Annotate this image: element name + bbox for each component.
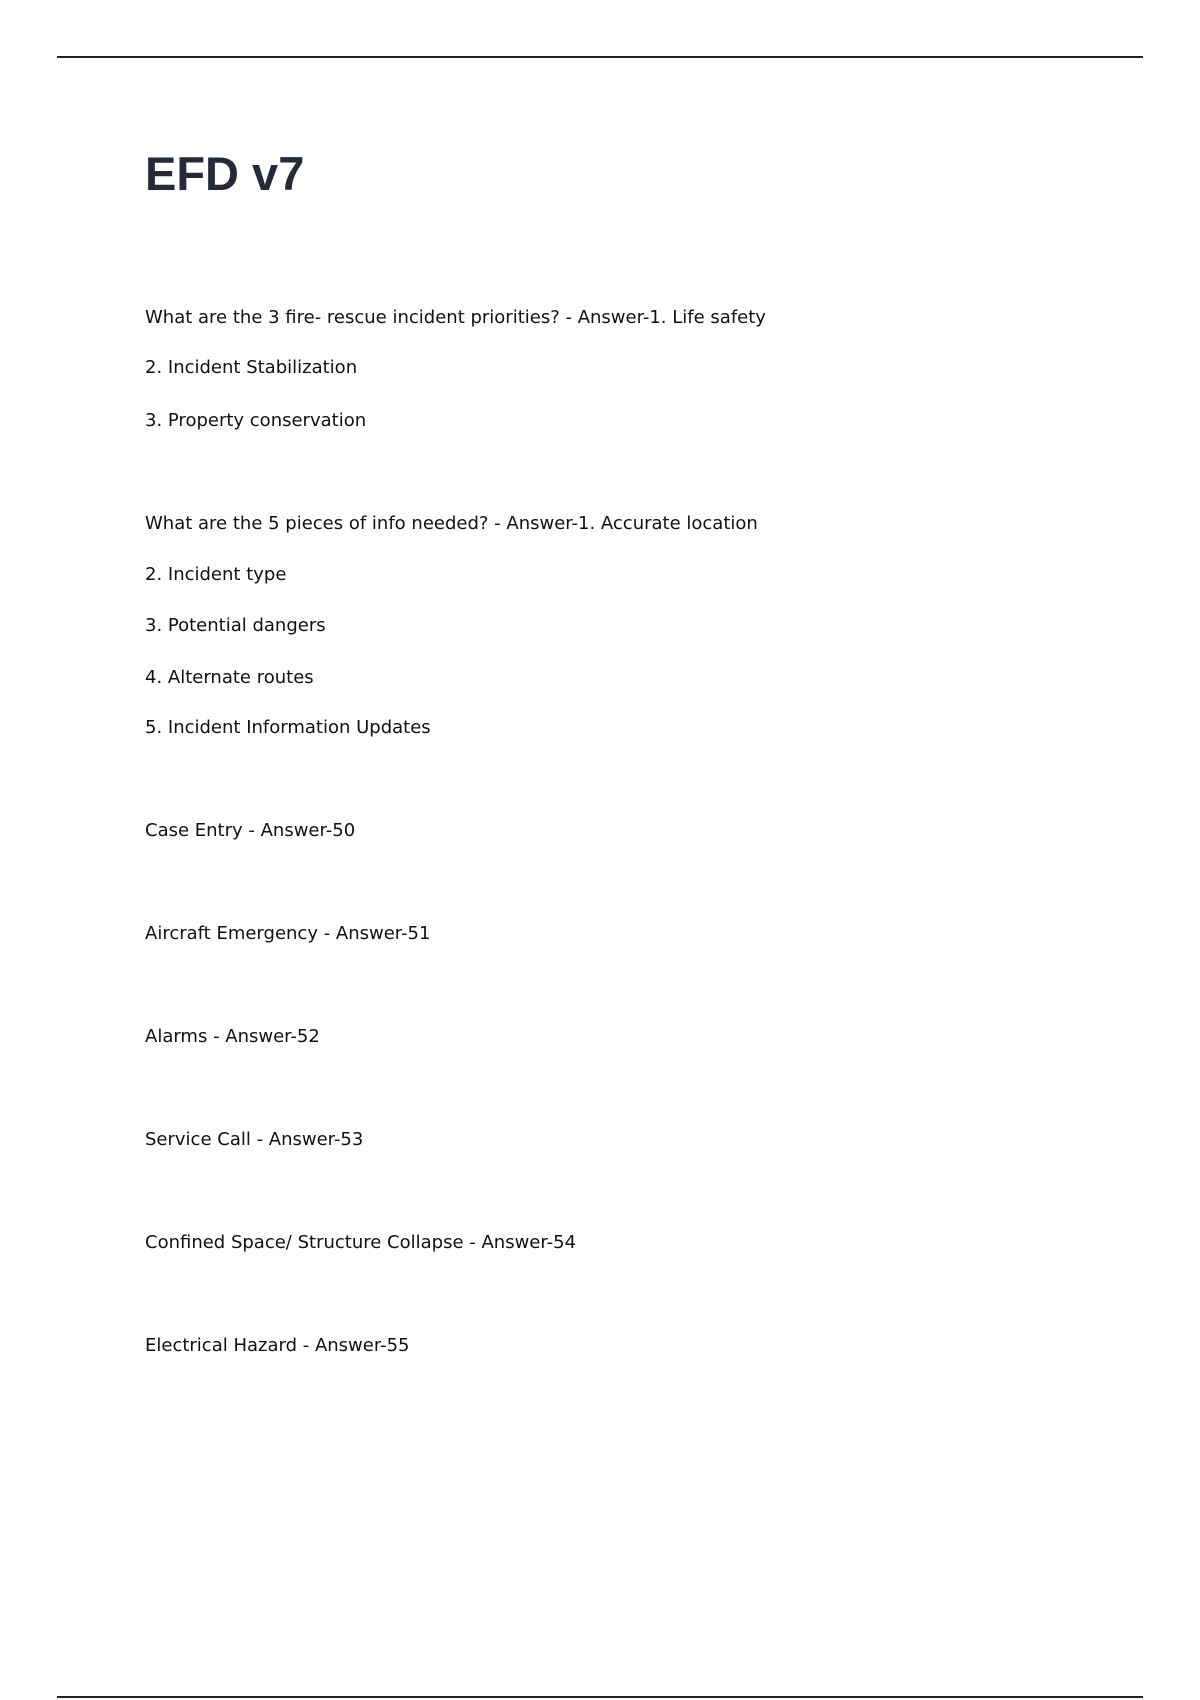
top-rule [57,56,1143,58]
document-title: EFD v7 [145,147,305,200]
answer-2-item-3: 3. Potential dangers [145,615,326,636]
alarms-line: Alarms - Answer-52 [145,1026,320,1047]
question-1-line: What are the 3 fire- rescue incident priorities? - Answer-1. Life safety [145,307,766,328]
answer-1-item-3: 3. Property conservation [145,410,367,431]
service-call-line: Service Call - Answer-53 [145,1129,364,1150]
case-entry-line: Case Entry - Answer-50 [145,820,356,841]
answer-1-item-2: 2. Incident Stabilization [145,357,358,378]
confined-space-line: Confined Space/ Structure Collapse - Answer-54 [145,1232,577,1253]
bottom-rule [57,1696,1143,1698]
electrical-hazard-line: Electrical Hazard - Answer-55 [145,1335,410,1356]
answer-2-item-2: 2. Incident type [145,564,287,585]
aircraft-emergency-line: Aircraft Emergency - Answer-51 [145,923,431,944]
answer-2-item-4: 4. Alternate routes [145,667,314,688]
question-2-line: What are the 5 pieces of info needed? - Answer-1. Accurate location [145,513,758,534]
answer-2-item-5: 5. Incident Information Updates [145,717,431,738]
